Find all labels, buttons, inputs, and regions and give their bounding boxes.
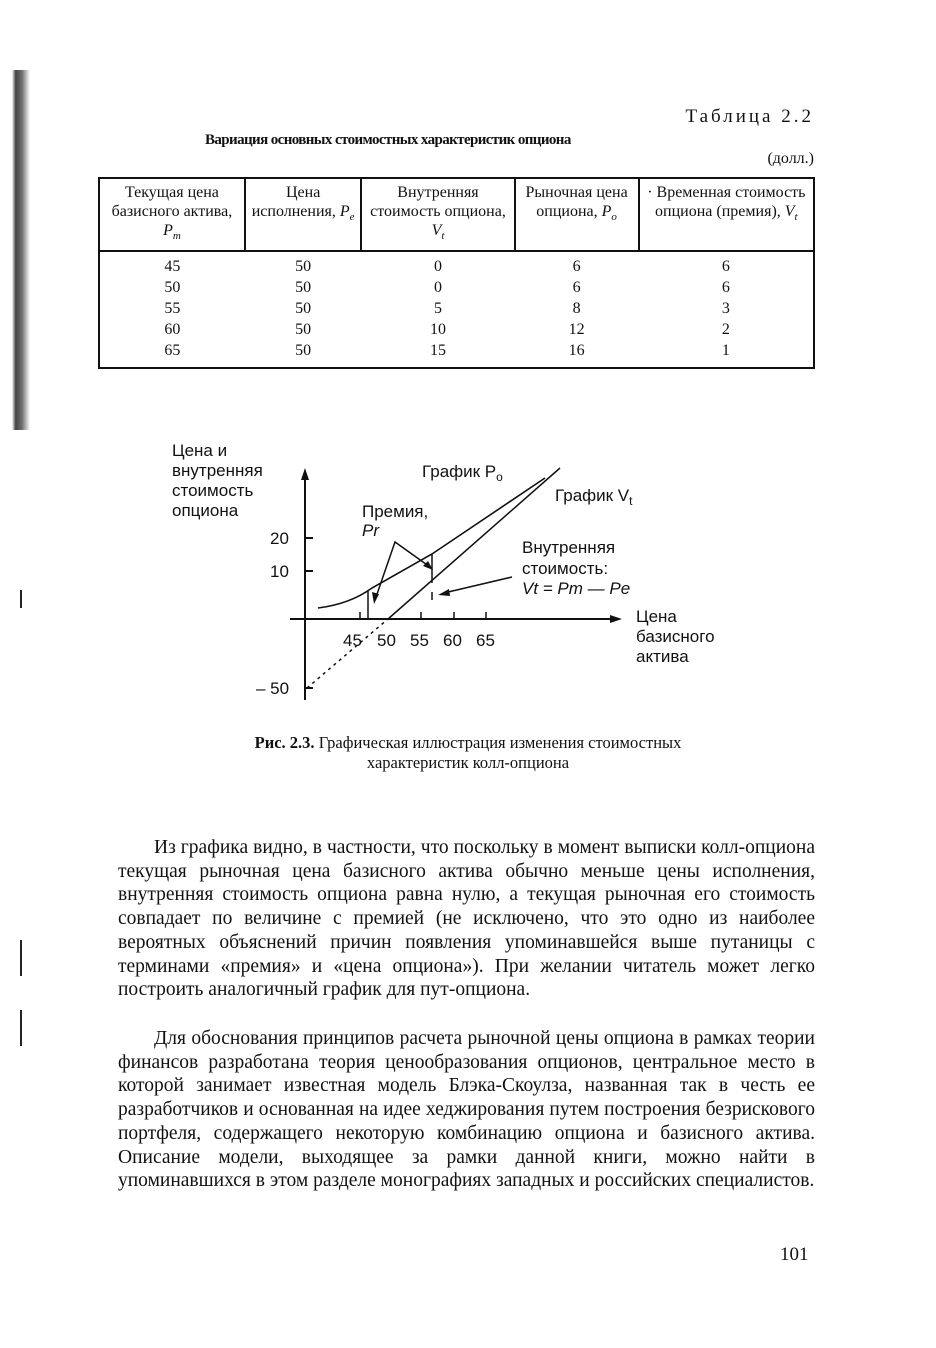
header-symbol: P	[339, 203, 350, 220]
table-cell: 10	[429, 321, 446, 339]
table-cell: 55	[164, 300, 181, 318]
table-cell: 6	[572, 258, 581, 276]
table-cell: 50	[295, 300, 312, 318]
call-option-figure	[0, 430, 936, 730]
table-cell: 50	[295, 342, 312, 360]
table-cell: 50	[295, 258, 312, 276]
table-cell: 50	[295, 321, 312, 339]
y-tick-label: – 50	[256, 679, 290, 698]
option-values-table	[98, 177, 815, 369]
page-number: 101	[780, 1244, 809, 1265]
table-cell: 3	[721, 300, 730, 318]
table-cell: 50	[295, 279, 312, 297]
caption-text: характеристик колл-опциона	[366, 753, 570, 772]
table-cell: 50	[164, 279, 181, 297]
table-cell: 1	[721, 342, 730, 360]
x-axis-arrow-icon	[610, 615, 622, 623]
premium-label: Pr	[362, 521, 379, 540]
x-tick-label: 50	[377, 631, 396, 650]
table-cell: 16	[568, 342, 585, 360]
intrinsic-formula: Vt = Pm — Pe	[522, 579, 631, 598]
table-number: Таблица 2.2	[685, 106, 814, 127]
table-title: Вариация основных стоимостных характеристик опциона	[205, 132, 571, 148]
header-subscript: t	[794, 211, 798, 224]
x-tick-label: 45	[343, 631, 362, 650]
y-tick-label: 20	[270, 529, 289, 548]
table-unit: (долл.)	[767, 150, 814, 167]
po-curve	[318, 478, 545, 608]
table-cell: 12	[568, 321, 585, 339]
header-text: · Временная стоимость опциона (премия),	[647, 184, 806, 220]
header-symbol: P	[163, 222, 173, 239]
caption-text: Графическая иллюстрация изменения стоимостных	[318, 733, 682, 752]
column-header	[99, 178, 245, 251]
table-cell: 8	[572, 300, 581, 318]
x-axis-label: Цена	[636, 607, 677, 626]
table-row	[99, 251, 814, 277]
caption-number: Рис. 2.3.	[254, 733, 315, 752]
intrinsic-label: Внутренняя	[522, 538, 616, 557]
arrow-head-icon	[372, 592, 379, 604]
y-axis-label: стоимость	[172, 481, 254, 500]
x-ticks	[360, 612, 486, 619]
column-header	[245, 178, 362, 251]
scan-edge-artifact	[12, 70, 30, 430]
header-symbol: P	[601, 203, 612, 220]
y-axis-label: Цена и	[172, 441, 228, 460]
table-cell: 65	[164, 342, 181, 360]
arrow-head-icon	[438, 589, 450, 596]
table-cell: 6	[572, 279, 581, 297]
x-axis-label: базисного	[636, 627, 715, 646]
table-row	[99, 298, 814, 319]
column-header	[361, 178, 514, 251]
scan-mark	[20, 1010, 22, 1046]
header-subscript: o	[611, 211, 617, 224]
column-header	[515, 178, 639, 251]
y-axis-label: внутренняя	[172, 461, 263, 480]
vt-label: График $V_t$	[555, 486, 633, 508]
table-cell: 6	[721, 258, 730, 276]
header-text: Цена исполнения,	[251, 184, 340, 220]
x-tick-label: 65	[476, 631, 495, 650]
y-axis-arrow-icon	[301, 468, 309, 480]
header-symbol: V	[431, 222, 442, 239]
scan-mark	[20, 940, 22, 976]
header-text: Рыночная цена опциона,	[525, 184, 628, 220]
column-header	[639, 178, 814, 251]
intrinsic-arrow	[444, 577, 512, 593]
table-cell: 6	[721, 279, 730, 297]
table-row	[99, 319, 814, 340]
figure-caption	[0, 733, 936, 773]
table-cell: 15	[429, 342, 446, 360]
table-row	[99, 340, 814, 368]
table-cell: 60	[164, 321, 181, 339]
intrinsic-label: стоимость:	[522, 559, 609, 578]
premium-label: Премия,	[362, 502, 429, 521]
body-paragraph: Из графика видно, в частности, что поскольку в момент выписки колл-опциона текущая рыночная цена базисного актива обычно меньше цены исполнения, внутренняя стоимость опциона равна нулю, а текущая рыночная его стоимость совпадает по величине с премией (не исключено, что это одно из наиболее вероятных объяснений причин появления упоминавшейся выше путаницы с терминами «премия» и «цена опциона»). При желании читатель может легко построить аналогичный график для пут-опциона.	[118, 837, 815, 1001]
header-subscript: m	[172, 230, 181, 243]
table-cell: 45	[164, 258, 181, 276]
header-symbol: V	[784, 203, 795, 220]
y-tick-label: 10	[270, 562, 289, 581]
x-tick-label: 55	[410, 631, 429, 650]
header-subscript: t	[441, 230, 445, 243]
table-cell: 2	[721, 321, 730, 339]
header-text: Текущая цена базисного актива,	[111, 184, 233, 220]
body-paragraph: Для обоснования принципов расчета рыночной цены опциона в рамках теории финансов разработана теория ценообразования опционов, центральное место в которой занимает известная модель Блэка-Скоулза, названная так в честь ее разработчиков и основанная на идее хеджирования путем построения безрискового портфеля, содержащего некоторую комбинацию опциона и базисного актива. Описание модели, выходящее за рамки данной книги, можно найти в упоминавшихся в этом разделе монографиях западных и российских специалистов.	[118, 1028, 815, 1192]
table-cell: 0	[433, 279, 442, 297]
table-cell: 0	[433, 258, 442, 276]
x-tick-label: 60	[443, 631, 462, 650]
po-label: График $P_o$	[422, 462, 503, 484]
table-row	[99, 277, 814, 298]
y-axis-label: опциона	[172, 501, 239, 520]
table-cell: 5	[433, 300, 442, 318]
x-axis-label: актива	[636, 647, 689, 666]
header-text: Внутренняя стоимость опциона,	[370, 184, 506, 220]
header-subscript: e	[349, 211, 355, 224]
vt-extension-dashed	[307, 619, 388, 688]
